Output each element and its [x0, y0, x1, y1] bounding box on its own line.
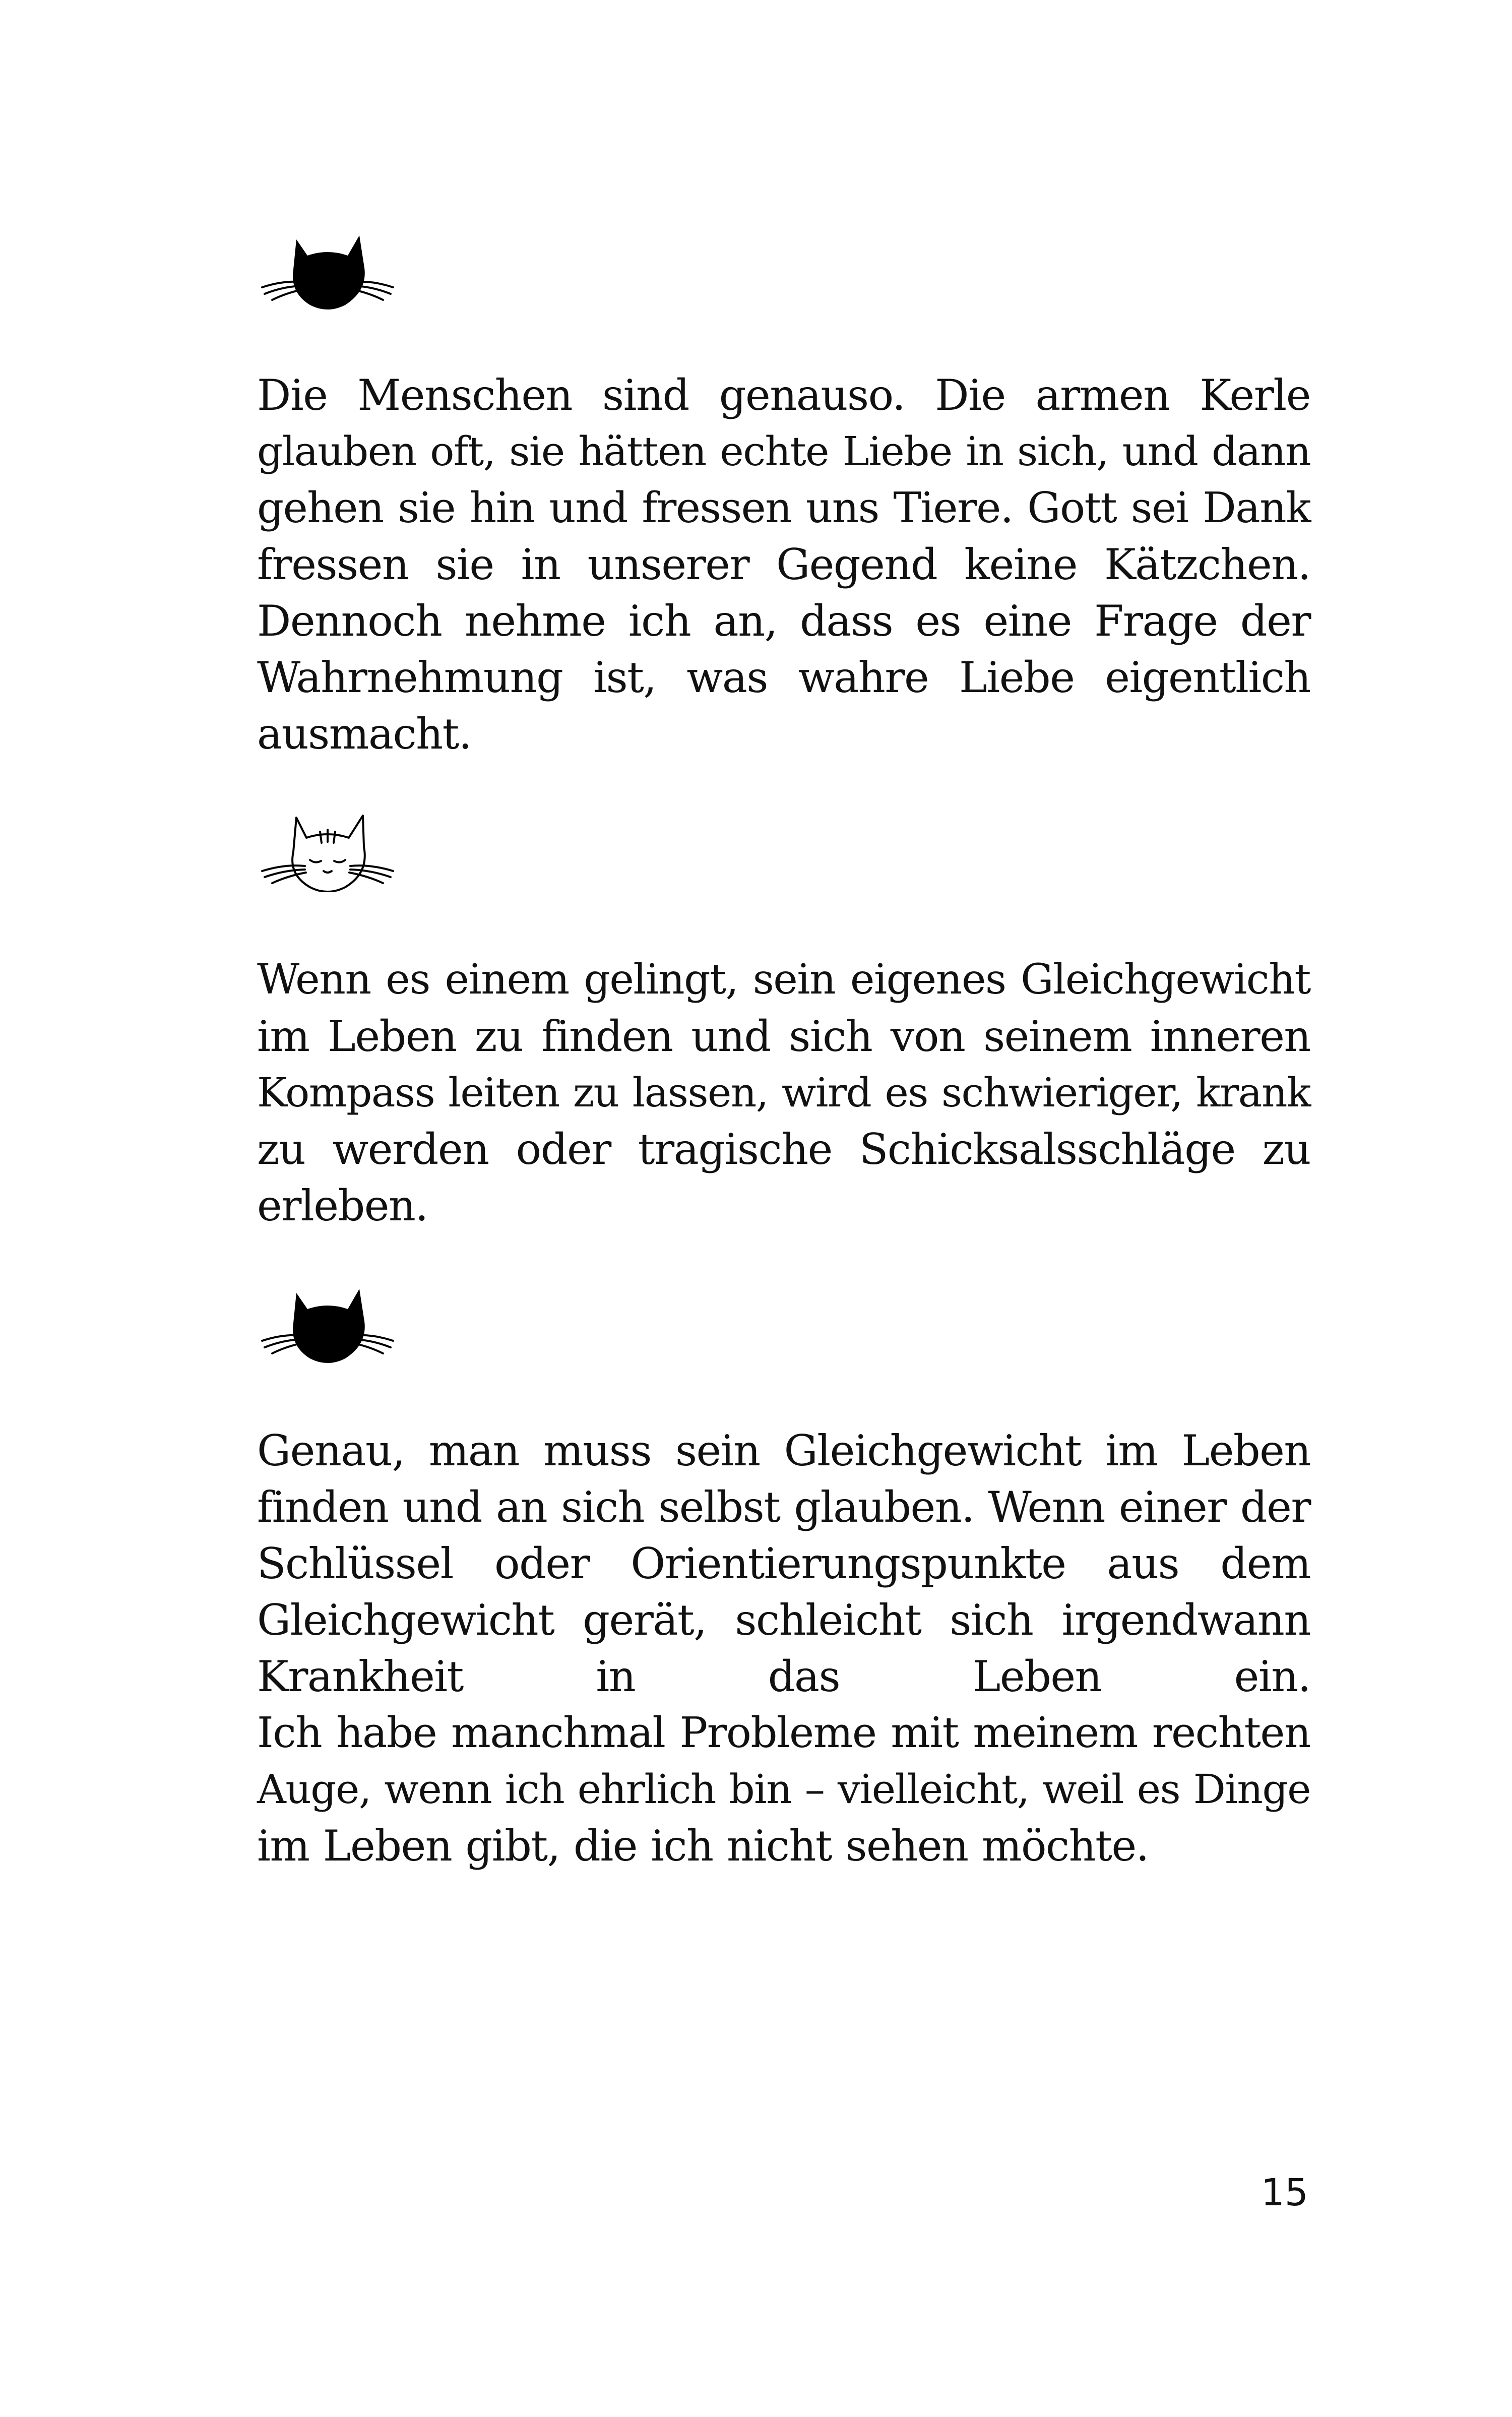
paragraph-line: zu werden oder tragische Schicksalsschläge zu [257, 1125, 1310, 1174]
paragraph-line: Krankheit in das Leben ein. [257, 1652, 1310, 1701]
paragraph-line: Auge, wenn ich ehrlich bin – vielleicht, weil es Dinge [257, 1766, 1310, 1813]
paragraph-line: finden und an sich selbst glauben. Wenn einer der [257, 1482, 1310, 1532]
paragraph-line: Ich habe manchmal Probleme mit meinem rechten [257, 1708, 1310, 1757]
paragraph-line: Dennoch nehme ich an, dass es eine Frage der [257, 596, 1310, 646]
paragraph-line: glauben oft, sie hätten echte Liebe in sich, und dann [257, 428, 1310, 475]
paragraph-line: ausmacht. [257, 709, 472, 759]
paragraph-line: Wahrnehmung ist, was wahre Liebe eigentlich [257, 653, 1310, 702]
black-cat-head-icon [257, 229, 398, 310]
paragraph-3 [257, 1422, 1310, 1874]
paragraph-line: im Leben zu finden und sich von seinem inneren [257, 1012, 1310, 1061]
paragraph-line: Genau, man muss sein Gleichgewicht im Leben [257, 1426, 1310, 1475]
paragraph-line: erleben. [257, 1181, 428, 1230]
paragraph-line: Kompass leiten zu lassen, wird es schwieriger, krank [257, 1069, 1310, 1116]
black-cat-head-icon [257, 1283, 398, 1364]
paragraph-2 [257, 952, 1310, 1234]
paragraph-line: gehen sie hin und fressen uns Tiere. Gott sei Dank [257, 483, 1310, 532]
paragraph-line: Schlüssel oder Orientierungspunkte aus dem [257, 1539, 1310, 1588]
paragraph-1 [257, 367, 1310, 762]
paragraph-line: Die Menschen sind genauso. Die armen Kerle [257, 370, 1310, 420]
sleeping-cat-outline-icon [257, 812, 398, 892]
page-number: 15 [1261, 2171, 1308, 2214]
paragraph-line: im Leben gibt, die ich nicht sehen möchte. [257, 1821, 1149, 1871]
paragraph-line: fressen sie in unserer Gegend keine Kätzchen. [257, 540, 1310, 589]
paragraph-line: Wenn es einem gelingt, sein eigenes Gleichgewicht [257, 956, 1310, 1004]
paragraph-line: Gleichgewicht gerät, schleicht sich irgendwann [257, 1595, 1310, 1645]
